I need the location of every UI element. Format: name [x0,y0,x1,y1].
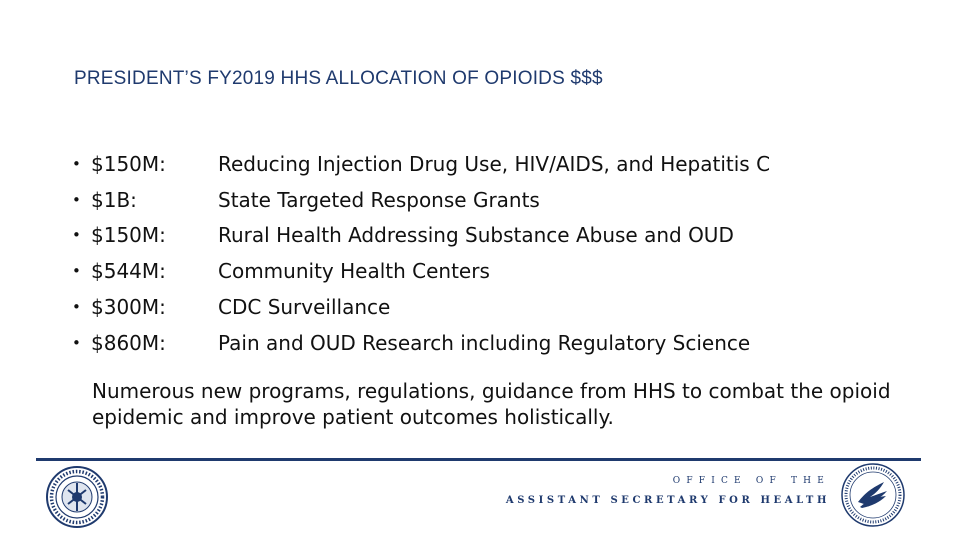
list-item [72,146,892,182]
allocation-description: Pain and OUD Research including Regulatory Science [218,330,751,355]
footer-divider [36,458,921,461]
bullet-icon: • [72,333,81,352]
allocation-amount: $860M: [91,330,166,355]
slide-title: PRESIDENT’S FY2019 HHS ALLOCATION OF OPIOIDS $$$ [74,68,603,89]
list-item [72,289,892,325]
allocation-amount: $1B: [91,187,137,212]
bullet-icon: • [72,190,81,209]
list-item [72,182,892,218]
assistant-secretary-line: ASSISTANT SECRETARY FOR HEALTH [505,495,830,506]
hhs-eagle-logo-icon [840,462,906,528]
bullet-icon: • [72,226,81,245]
allocation-description: Rural Health Addressing Substance Abuse and OUD [218,223,734,248]
allocation-description: Reducing Injection Drug Use, HIV/AIDS, and Hepatitis C [218,151,771,176]
list-item [72,218,892,254]
bullet-icon: • [72,154,81,173]
allocation-amount: $150M: [91,223,166,248]
allocation-amount: $300M: [91,295,166,320]
allocation-amount: $150M: [91,151,166,176]
list-item [72,325,892,361]
bullet-icon: • [72,262,81,281]
office-line: OFFICE OF THE [672,476,830,486]
summary-note: Numerous new programs, regulations, guidance from HHS to combat the opioid epidemic and improve patient outcomes holistically. [92,379,891,429]
list-item [72,253,892,289]
allocation-amount: $544M: [91,259,166,284]
allocation-list [72,146,892,361]
public-health-service-seal-icon [46,466,108,528]
bullet-icon: • [72,298,81,317]
allocation-description: State Targeted Response Grants [218,187,540,212]
allocation-description: Community Health Centers [218,259,490,284]
allocation-description: CDC Surveillance [218,295,391,320]
